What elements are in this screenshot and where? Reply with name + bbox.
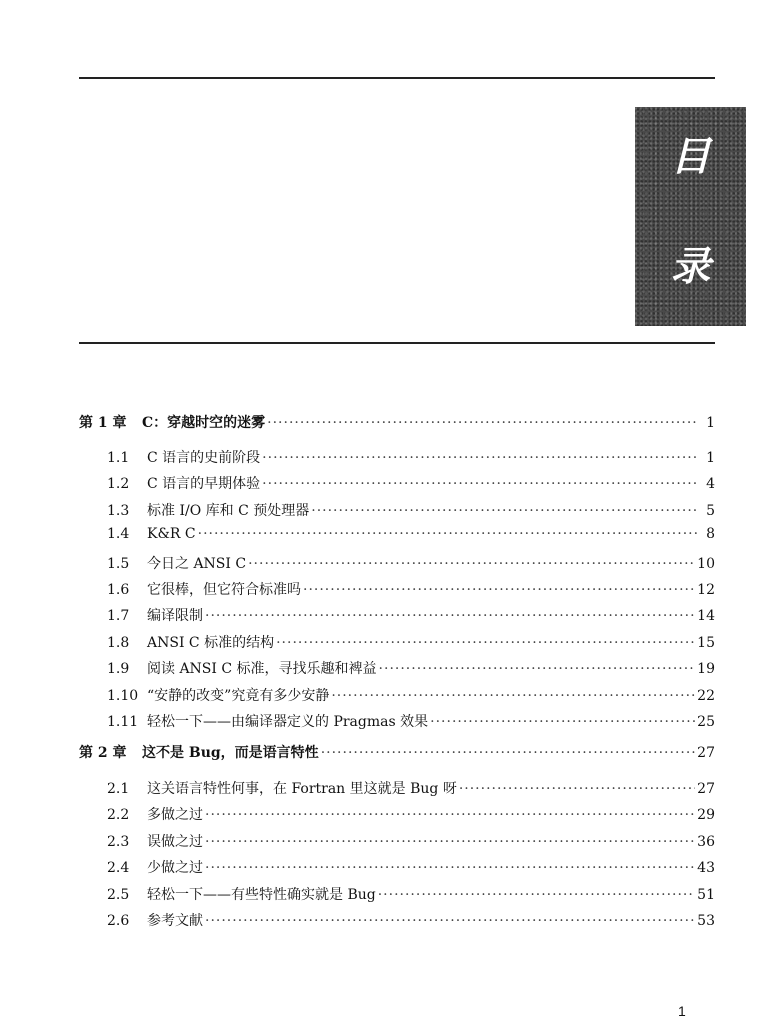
toc-section-row[interactable] <box>107 605 715 629</box>
toc-entry-title: 少做之过 <box>147 860 203 877</box>
toc-entry-number: 1.10 <box>107 687 139 704</box>
toc-section-row[interactable] <box>107 831 715 855</box>
toc-entry-number: 1.3 <box>107 502 130 519</box>
toc-section-row[interactable] <box>107 804 715 828</box>
toc-entry-number: 第 1 章 <box>79 415 127 431</box>
toc-section-row[interactable] <box>107 447 715 471</box>
heading-char-lu: 录 <box>670 244 711 290</box>
toc-entry-title: 今日之 ANSI C <box>147 555 247 572</box>
toc-entry-page: 4 <box>706 476 715 493</box>
toc-entry-number: 1.5 <box>107 555 130 572</box>
toc-leader-dots <box>205 913 695 929</box>
toc-section-row[interactable] <box>107 658 715 682</box>
toc-entry-number: 2.5 <box>107 886 130 903</box>
toc-section-row[interactable] <box>107 579 715 603</box>
toc-entry-title: 它很棒，但它符合标准吗 <box>147 582 301 598</box>
toc-entry-page: 1 <box>706 415 715 431</box>
toc-leader-dots <box>378 887 695 903</box>
toc-entry-page: 14 <box>697 608 715 625</box>
toc-entry-number: 2.3 <box>107 833 130 850</box>
toc-section-row[interactable] <box>107 632 715 656</box>
toc-entry-number: 第 2 章 <box>79 745 127 761</box>
toc-section-row[interactable] <box>107 910 715 934</box>
toc-leader-dots <box>331 688 695 704</box>
toc-section-row[interactable] <box>107 884 715 908</box>
toc-section-row[interactable] <box>107 685 715 709</box>
toc-entry-number: 2.4 <box>107 860 130 877</box>
toc-entry-title: C：穿越时空的迷雾 <box>142 415 266 431</box>
toc-entry-page: 22 <box>697 687 715 704</box>
toc-entry-title: 这不是 Bug，而是语言特性 <box>142 745 319 761</box>
toc-leader-dots <box>430 714 695 730</box>
heading-char-mu: 目 <box>670 134 711 180</box>
toc-leader-dots <box>262 476 699 492</box>
toc-leader-dots <box>205 608 695 624</box>
page-number: 1 <box>678 1003 686 1019</box>
toc-entry-title: C 语言的史前阶段 <box>147 450 261 466</box>
toc-leader-dots <box>205 834 695 850</box>
toc-entry-page: 25 <box>697 714 715 730</box>
toc-leader-dots <box>459 781 695 797</box>
toc-entry-page: 8 <box>706 526 715 543</box>
toc-entry-number: 1.6 <box>107 582 130 598</box>
toc-leader-dots <box>205 860 695 876</box>
toc-leader-dots <box>311 503 699 519</box>
toc-entry-title: 阅读 ANSI C 标准，寻找乐趣和裨益 <box>147 661 377 678</box>
toc-entry-title: ANSI C 标准的结构 <box>147 634 275 651</box>
toc-entry-page: 15 <box>697 634 715 651</box>
toc-leader-dots <box>262 450 699 466</box>
toc-leader-dots <box>198 526 699 542</box>
toc-leader-dots <box>248 556 695 572</box>
toc-section-row[interactable] <box>107 473 715 497</box>
bottom-rule <box>79 342 715 344</box>
toc-leader-dots <box>321 745 695 761</box>
toc-entry-page: 27 <box>697 781 715 797</box>
toc-entry-title: “安静的改变”究竟有多少安静 <box>147 687 330 704</box>
toc-section-row[interactable] <box>107 500 715 524</box>
toc-entry-title: 误做之过 <box>147 833 203 850</box>
toc-entry-page: 12 <box>697 582 715 598</box>
toc-section-row[interactable] <box>107 857 715 881</box>
toc-entry-title: 标准 I/O 库和 C 预处理器 <box>147 502 310 519</box>
toc-section-row[interactable] <box>107 778 715 802</box>
toc-entry-page: 53 <box>697 913 715 929</box>
toc-entry-title: K&R C <box>147 526 196 543</box>
toc-entry-title: 多做之过 <box>147 807 203 824</box>
toc-section-row[interactable] <box>107 711 715 735</box>
toc-entry-title: 参考文献 <box>147 913 203 929</box>
toc-heading-block <box>635 107 746 326</box>
toc-entry-number: 1.11 <box>107 714 139 730</box>
toc-entry-page: 51 <box>697 886 715 903</box>
toc-leader-dots <box>205 807 695 823</box>
toc-entry-page: 29 <box>697 807 715 824</box>
toc-entry-number: 2.2 <box>107 807 130 824</box>
toc-entry-title: 轻松一下——有些特性确实就是 Bug <box>147 886 376 903</box>
toc-entry-page: 43 <box>697 860 715 877</box>
toc-section-row[interactable] <box>107 526 715 550</box>
toc-entry-title: C 语言的早期体验 <box>147 476 261 493</box>
toc-leader-dots <box>267 415 699 431</box>
toc-section-row[interactable] <box>107 553 715 577</box>
toc-entry-page: 5 <box>706 502 715 519</box>
toc-entry-number: 1.1 <box>107 450 130 466</box>
toc-entry-number: 2.1 <box>107 781 130 797</box>
toc-entry-page: 10 <box>697 555 715 572</box>
toc-leader-dots <box>276 635 695 651</box>
toc-entry-title: 编译限制 <box>147 608 203 625</box>
toc-leader-dots <box>379 661 696 677</box>
toc-entry-title: 这关语言特性何事，在 Fortran 里这就是 Bug 呀 <box>147 781 457 797</box>
toc-entry-page: 1 <box>706 450 715 466</box>
toc-chapter-row[interactable] <box>79 412 715 436</box>
toc-chapter-row[interactable] <box>79 742 715 766</box>
toc-entry-number: 1.7 <box>107 608 130 625</box>
toc-entry-page: 36 <box>697 833 715 850</box>
toc-entry-number: 1.8 <box>107 634 130 651</box>
toc-entry-page: 27 <box>697 745 715 761</box>
toc-entry-number: 1.4 <box>107 526 130 543</box>
top-rule <box>79 77 715 79</box>
toc-entry-page: 19 <box>697 661 715 678</box>
toc-leader-dots <box>303 582 695 598</box>
toc-entry-number: 2.6 <box>107 913 130 929</box>
toc-entry-title: 轻松一下——由编译器定义的 Pragmas 效果 <box>147 714 429 730</box>
toc-entry-number: 1.9 <box>107 661 130 678</box>
toc-entry-number: 1.2 <box>107 476 130 493</box>
